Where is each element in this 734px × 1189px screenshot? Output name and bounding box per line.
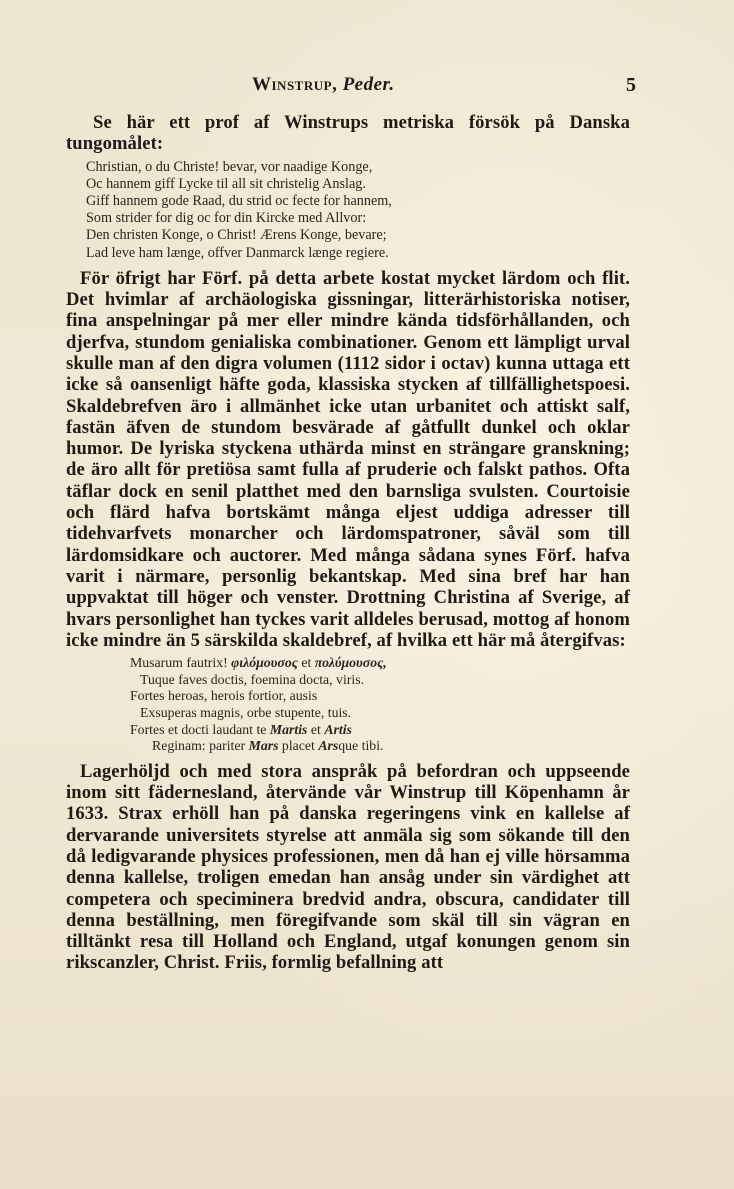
main-paragraph: För öfrigt har Förf. på detta arbete kostat mycket lärdom och flit. Det hvimlar af archäologiska gissningar, litterärhistoriska notiser, fina anspelningar på mer eller mindre kända tidsförhållanden, och djerfva, stundom genialiska combinationer. Genom ett lämpligt urval skulle man af den digra volumen (1112 sidor i octav) kunna uttaga ett icke så oansenligt häfte goda, klassiska stycken af tillfällighetspoesi. Skaldebrefven äro i allmänhet icke utan urbanitet och attiskt salf, fastän äfven de stundom besvärade af gåtfullt dunkel och oklar humor. De lyriska styckena uthärda minst en strängare granskning; de äro allt för pretiösa samt fulla af pruderie och falskt pathos. Ofta täflar dock en senil platthet med den barnsliga svulsten. Courtoisie och flärd hafva bortskämt många eljest uddiga adresser till tidehvarfvets monarcher och lärdomspatroner, såväl som till lärdomsidkare och auctorer. Med många sådana synes Förf. hafva varit i närmare, personlig bekantskap. Med sina bref har han uppvaktat till höger och venster. Drottning Christina af Sverige, af hvars personlighet han tyckes varit alldeles berusad, mottog af honom icke mindre än 5 särskilda skaldebref, af hvilka ett här må återgifvas: — [66, 267, 630, 651]
verse-line: Lad leve ham længe, offver Danmarck længe regiere. — [86, 244, 389, 261]
greek-word: πολύμουσος, — [314, 655, 387, 671]
running-head — [252, 74, 395, 96]
verse-fragment: que tibi. — [338, 738, 384, 754]
verse-line: Tuque faves doctis, foemina docta, viris. — [140, 671, 365, 687]
verse-line — [130, 738, 630, 755]
running-head-surname: Winstrup, — [252, 74, 338, 95]
page-header — [66, 74, 636, 106]
verse-fragment: Reginam: pariter — [152, 738, 246, 754]
verse-line: Som strider for dig oc for din Kircke med Allvor: — [86, 210, 367, 227]
emphasized-word: Ars — [318, 738, 339, 754]
verse-line — [130, 655, 630, 672]
running-head-given-name: Peder. — [342, 74, 395, 95]
verse-line: Christian, o du Christe! bevar, vor naadige Konge, — [86, 158, 373, 175]
verse-fragment: et — [310, 721, 321, 737]
verse-fragment: et — [301, 655, 312, 671]
latin-verse — [66, 655, 630, 755]
verse-line: Giff hannem gode Raad, du strid oc fecte for hannem, — [86, 193, 392, 209]
emphasized-word: Martis — [269, 721, 308, 737]
final-paragraph: Lagerhöljd och med stora anspråk på befordran och uppseende inom sitt fädernesland, återvände vår Winstrup till Köpenhamn år 1633. Strax erhöll han på danska regeringens vink en kallelse af dervarande universitets styrelse att anmäla sig som sökande till den då ledigvarande physices professionen, men då han ej ville hörsamma denna kallelse, troligen emedan han ansåg under sin värdighet att competera och speciminera bredvid andra, obscura, candidater till denna beställning, men föregifvande som skäl till sin vägran en tilltänkt resa till Holland och England, utgaf konungen genom sin rikscanzler, Christ. Friis, formlig befallning att — [66, 760, 630, 974]
verse-fragment: Fortes et docti laudant te — [130, 721, 267, 737]
page-number: 5 — [626, 74, 636, 96]
verse-line: Fortes heroas, herois fortior, ausis — [130, 688, 318, 704]
emphasized-word: Mars — [248, 738, 279, 754]
verse-fragment: placet — [281, 738, 315, 754]
emphasized-word: Artis — [324, 721, 352, 737]
greek-word: φιλόμουσος — [231, 655, 298, 671]
danish-verse — [66, 159, 630, 262]
verse-line — [130, 722, 630, 739]
verse-line: Den christen Konge, o Christ! Ærens Konge, bevare; — [86, 227, 387, 244]
verse-line: Oc hannem giff Lycke til all sit christelig Anslag. — [86, 175, 366, 192]
intro-paragraph: Se här ett prof af Winstrups metriska försök på Danska tungomålet: — [66, 112, 630, 155]
verse-line: Exsuperas magnis, orbe stupente, tuis. — [140, 704, 352, 720]
verse-fragment: Musarum fautrix! — [130, 655, 228, 671]
